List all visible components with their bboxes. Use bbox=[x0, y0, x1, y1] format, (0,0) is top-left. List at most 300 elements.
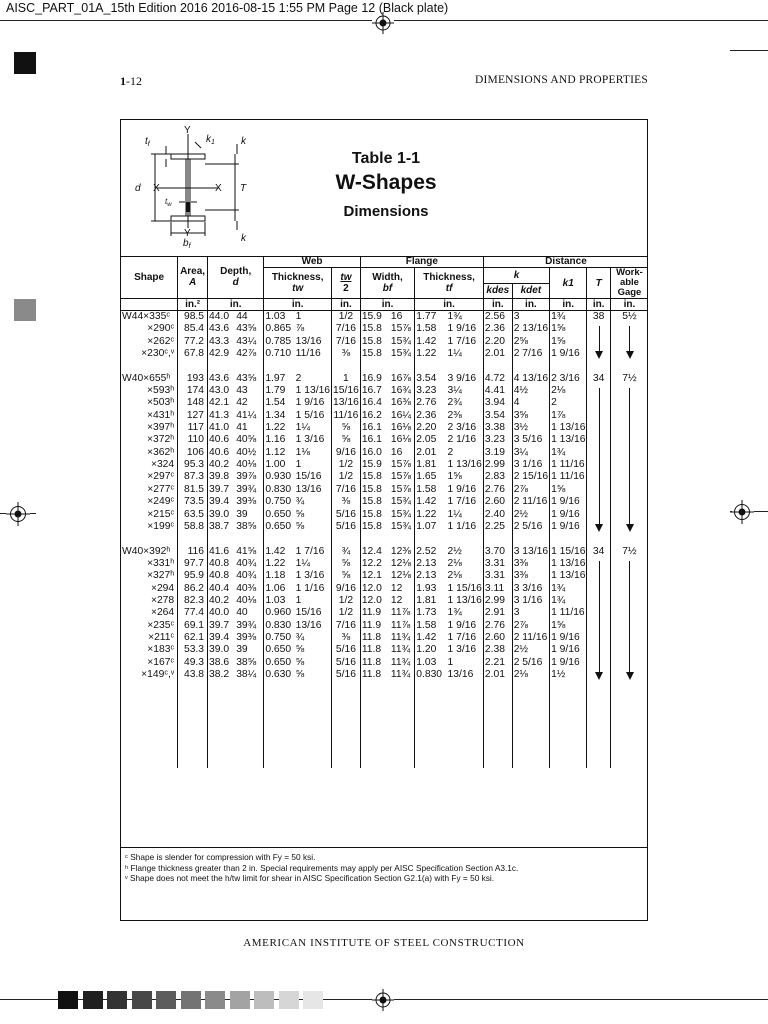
table-cell: 15.9 bbox=[360, 459, 390, 471]
table-cell: 2.01 bbox=[415, 447, 447, 459]
table-cell: 0.785 bbox=[264, 336, 295, 348]
table-cell: 1 9/16 bbox=[550, 521, 587, 533]
table-cell: 1.03 bbox=[264, 311, 295, 324]
table-cell: 1 9/16 bbox=[295, 397, 325, 409]
table-cell: 0.750 bbox=[264, 632, 295, 644]
table-cell: 40.0 bbox=[208, 607, 236, 619]
table-cell: 3 bbox=[512, 607, 549, 619]
table-cell: 15.8 bbox=[360, 323, 390, 335]
print-info: AISC_PART_01A_15th Edition 2016 2016-08-15 1:55 PM Page 12 (Black plate) bbox=[6, 1, 449, 15]
continuation-arrow-icon bbox=[629, 388, 630, 524]
table-cell: 1⅝ bbox=[550, 620, 587, 632]
table-row bbox=[121, 521, 648, 533]
table-cell: 15.8 bbox=[360, 521, 390, 533]
shape-designation: W44×335ᶜ bbox=[122, 311, 171, 322]
table-cell: 1.58 bbox=[415, 484, 447, 496]
col-area: Area, A bbox=[178, 256, 208, 299]
table-cell: 2⅞ bbox=[512, 484, 549, 496]
table-cell: 40½ bbox=[236, 446, 257, 458]
table-cell: 1¾ bbox=[447, 607, 462, 619]
table-cell: 16 bbox=[390, 446, 403, 458]
table-cell: 43.3 bbox=[208, 336, 236, 348]
page-number: 1-12 bbox=[120, 74, 142, 88]
shape-designation: ×215ᶜ bbox=[147, 508, 175, 520]
table-cell: 1⅝ bbox=[550, 336, 587, 348]
table-cell: 2½ bbox=[512, 644, 549, 656]
table-cell: 11¾ bbox=[390, 644, 411, 656]
table-row bbox=[121, 385, 648, 397]
table-cell: 1.42 bbox=[415, 336, 447, 348]
shape-designation: ×262ᶜ bbox=[147, 335, 175, 347]
table-cell: 85.4 bbox=[178, 323, 208, 335]
table-cell: 1.54 bbox=[264, 397, 295, 409]
table-cell: 1.58 bbox=[415, 620, 447, 632]
crop-line bbox=[394, 20, 768, 21]
table-cell: 3⅜ bbox=[512, 570, 549, 582]
continuation-arrow-icon bbox=[599, 326, 600, 351]
footnote-h: ʰ Flange thickness greater than 2 in. Special requirements may apply per AISC Specification Section A3.1c. bbox=[125, 862, 519, 873]
table-cell: 1 3/16 bbox=[447, 644, 477, 656]
table-cell: 2.01 bbox=[483, 348, 512, 360]
table-cell: 43.0 bbox=[208, 385, 236, 397]
table-cell: 2 bbox=[550, 397, 587, 409]
table-cell: 1 15/16 bbox=[551, 545, 586, 557]
table-cell: 39.7 bbox=[208, 620, 236, 632]
table-cell: 77.2 bbox=[178, 336, 208, 348]
col-flange: Flange bbox=[360, 256, 483, 268]
table-cell: 39⅜ bbox=[236, 496, 257, 508]
table-cell: 1 11/16 bbox=[550, 459, 587, 471]
table-cell: 16⅛ bbox=[390, 434, 411, 446]
table-cell: 15¾ bbox=[390, 348, 411, 360]
gray-swatch bbox=[156, 991, 176, 1009]
table-cell: 3 5/16 bbox=[512, 434, 549, 446]
table-row bbox=[121, 348, 648, 360]
table-cell: 11/16 bbox=[295, 348, 321, 360]
shape-designation: ×167ᶜ bbox=[147, 656, 175, 668]
table-cell: 34 bbox=[587, 373, 610, 385]
table-cell: 12.0 bbox=[360, 595, 390, 607]
table-cell: 1.79 bbox=[264, 385, 295, 397]
table-row bbox=[121, 669, 648, 681]
table-cell: 5/16 bbox=[332, 657, 361, 669]
table-cell: 12 bbox=[390, 594, 403, 606]
table-cell: 15.8 bbox=[360, 471, 390, 483]
table-cell: 1⅝ bbox=[550, 323, 587, 335]
shape-designation: ×431ʰ bbox=[147, 409, 175, 421]
col-k1: k1 bbox=[550, 268, 587, 299]
table-cell: 16.9 bbox=[360, 373, 390, 385]
table-cell: 4.41 bbox=[483, 385, 512, 397]
table-cell: ⅝ bbox=[295, 520, 305, 532]
table-cell: 2 1/16 bbox=[447, 434, 477, 446]
arrowhead-icon bbox=[626, 524, 634, 532]
svg-text:X: X bbox=[215, 183, 222, 194]
table-cell: 1 9/16 bbox=[550, 632, 587, 644]
table-cell: 1⅛ bbox=[295, 446, 310, 458]
table-cell: 11⅞ bbox=[390, 619, 411, 631]
table-cell: 1.58 bbox=[415, 323, 447, 335]
table-cell: 1.81 bbox=[415, 595, 447, 607]
table-cell: 43.6 bbox=[208, 373, 236, 385]
table-cell: 1 9/16 bbox=[550, 657, 587, 669]
table-cell: 40.2 bbox=[208, 459, 236, 471]
table-cell: 43¼ bbox=[236, 335, 257, 347]
table-cell: 2.99 bbox=[483, 459, 512, 471]
table-cell: 11¾ bbox=[390, 631, 411, 643]
shape-designation: ×362ʰ bbox=[147, 446, 175, 458]
gray-swatch bbox=[230, 991, 250, 1009]
table-cell: 15.9 bbox=[360, 311, 390, 324]
table-cell: 1 15/16 bbox=[447, 582, 482, 594]
table-cell: 82.3 bbox=[178, 595, 208, 607]
table-cell: 148 bbox=[178, 397, 208, 409]
table-cell: 34 bbox=[587, 546, 610, 558]
table-cell: 1 7/16 bbox=[295, 545, 325, 557]
table-cell: 16.7 bbox=[360, 385, 390, 397]
table-cell: 1.20 bbox=[415, 644, 447, 656]
table-subtitle: Dimensions bbox=[343, 203, 429, 220]
table-row bbox=[121, 583, 648, 595]
table-cell: 41.3 bbox=[208, 410, 236, 422]
table-label: Table 1-1 bbox=[351, 150, 421, 167]
table-cell: 40¾ bbox=[236, 557, 257, 569]
table-cell: 98.5 bbox=[178, 311, 208, 324]
gray-swatch bbox=[107, 991, 127, 1009]
table-cell: 0.650 bbox=[264, 521, 295, 533]
table-cell: 1¼ bbox=[447, 348, 462, 360]
shape-designation: ×397ʰ bbox=[147, 422, 175, 434]
footnote-v: ᵛ Shape does not meet the h/tw limit for shear in AISC Specification Section G2.1(a) with Fy = 50 ksi. bbox=[125, 873, 495, 883]
shape-designation: ×324 bbox=[150, 459, 175, 471]
table-cell: 1.97 bbox=[264, 373, 295, 385]
table-cell: 1.81 bbox=[415, 459, 447, 471]
table-cell: 12⅛ bbox=[390, 557, 411, 569]
table-cell: 1⅞ bbox=[550, 410, 587, 422]
table-cell: 44.0 bbox=[208, 311, 236, 324]
table-cell: 40.4 bbox=[208, 583, 236, 595]
table-cell: 1 13/16 bbox=[551, 557, 586, 569]
table-cell: 1.65 bbox=[415, 471, 447, 483]
table-cell: 1¾ bbox=[550, 595, 587, 607]
table-cell: 1 7/16 bbox=[447, 335, 477, 347]
table-cell: 63.5 bbox=[178, 509, 208, 521]
filler-row bbox=[121, 718, 648, 730]
table-cell: 3⅜ bbox=[512, 558, 549, 570]
table-cell: 106 bbox=[178, 447, 208, 459]
table-cell: 1 5/16 bbox=[295, 409, 325, 421]
table-cell: 38.2 bbox=[208, 669, 236, 681]
table-cell: 2 15/16 bbox=[513, 471, 549, 483]
table-cell: 1¼ bbox=[447, 508, 462, 520]
table-cell: 2.76 bbox=[483, 620, 512, 632]
table-row bbox=[121, 607, 648, 619]
registration-mark-icon bbox=[730, 500, 754, 524]
shape-designation: ×235ᶜ bbox=[147, 619, 175, 631]
table-cell: 16.1 bbox=[360, 434, 390, 446]
crop-line bbox=[394, 999, 768, 1000]
continuation-arrow-icon bbox=[599, 388, 600, 524]
table-cell: 3.54 bbox=[415, 373, 447, 385]
table-cell: 1.22 bbox=[264, 558, 295, 570]
table-cell: 1 9/16 bbox=[550, 644, 587, 656]
table-cell: 39 bbox=[236, 508, 248, 520]
table-cell: 2.83 bbox=[483, 471, 512, 483]
crop-line bbox=[730, 511, 732, 512]
table-cell: 15¾ bbox=[390, 496, 411, 508]
table-cell: 1.18 bbox=[264, 570, 295, 582]
table-row bbox=[121, 336, 648, 348]
table-cell: 1 1/16 bbox=[295, 582, 325, 594]
table-cell: 39.8 bbox=[208, 471, 236, 483]
table-cell: 16¾ bbox=[390, 385, 411, 397]
table-cell: 7/16 bbox=[332, 484, 361, 496]
table-cell: 42 bbox=[236, 397, 248, 409]
shape-designation: ×331ʰ bbox=[147, 557, 175, 569]
crop-line bbox=[730, 50, 768, 51]
table-cell: 0.830 bbox=[415, 669, 447, 681]
col-kdes: kdes bbox=[483, 283, 512, 299]
table-cell: 38.7 bbox=[208, 521, 236, 533]
table-cell: 1/2 bbox=[332, 471, 361, 483]
table-cell: 39⅞ bbox=[236, 471, 257, 483]
table-cell: 5/16 bbox=[332, 521, 361, 533]
table-cell: 81.5 bbox=[178, 484, 208, 496]
table-cell: 117 bbox=[178, 422, 208, 434]
table-cell: 12⅛ bbox=[390, 570, 411, 582]
table-cell: 1 11/16 bbox=[550, 471, 587, 483]
shape-designation: ×277ᶜ bbox=[147, 483, 175, 495]
shape-designation: ×372ʰ bbox=[147, 434, 175, 446]
shape-designation: ×503ʰ bbox=[147, 397, 175, 409]
table-row bbox=[121, 459, 648, 471]
table-cell: 0.960 bbox=[264, 607, 295, 619]
table-cell: 40.8 bbox=[208, 558, 236, 570]
table-cell: 1 bbox=[295, 311, 302, 322]
table-cell: 15⅞ bbox=[390, 483, 411, 495]
table-cell: 16.2 bbox=[360, 410, 390, 422]
table-cell: 16.1 bbox=[360, 422, 390, 434]
shape-designation: ×199ᶜ bbox=[147, 520, 175, 532]
registration-mark-icon bbox=[372, 989, 394, 1011]
table-cell: 40⅛ bbox=[236, 594, 257, 606]
table-cell: 49.3 bbox=[178, 657, 208, 669]
col-flange-thickness: Thickness, tf bbox=[415, 268, 484, 299]
gray-swatch bbox=[279, 991, 299, 1009]
table-cell: ⅝ bbox=[332, 570, 361, 582]
table-cell: 3¼ bbox=[512, 447, 549, 459]
table-cell: 77.4 bbox=[178, 607, 208, 619]
table-cell: 1¼ bbox=[295, 557, 310, 569]
table-cell: 1.42 bbox=[264, 546, 295, 558]
table-cell: 2.52 bbox=[415, 546, 447, 558]
table-cell: 1 13/16 bbox=[551, 570, 586, 582]
filler-row bbox=[121, 706, 648, 718]
table-cell: 2⅜ bbox=[447, 409, 462, 421]
table-cell: 1 9/16 bbox=[550, 348, 587, 360]
table-cell: 40⅝ bbox=[236, 434, 257, 446]
table-cell: 2.60 bbox=[483, 632, 512, 644]
table-row bbox=[121, 410, 648, 422]
table-cell: 1 3/16 bbox=[295, 434, 325, 446]
table-cell: 2⅛ bbox=[447, 570, 462, 582]
svg-text:tw: $t_w$ bbox=[165, 197, 172, 208]
table-cell: 43.8 bbox=[178, 669, 208, 681]
table-cell: 13/16 bbox=[333, 397, 359, 409]
table-cell: 42.1 bbox=[208, 397, 236, 409]
table-cell: 15.8 bbox=[360, 484, 390, 496]
table-cell: 0.630 bbox=[264, 669, 295, 681]
table-row bbox=[121, 570, 648, 582]
table-cell: ⅝ bbox=[332, 434, 361, 446]
table-cell: 12 bbox=[390, 582, 403, 594]
table-row bbox=[121, 595, 648, 607]
table-cell: 2.13 bbox=[415, 570, 447, 582]
table-cell: 0.830 bbox=[264, 484, 295, 496]
table-cell: 3 3/16 bbox=[512, 583, 549, 595]
table-cell: 2.76 bbox=[415, 397, 447, 409]
table-cell: 12.1 bbox=[360, 570, 390, 582]
table-cell: 38.6 bbox=[208, 657, 236, 669]
table-cell: 39 bbox=[236, 644, 248, 656]
table-cell: 3.54 bbox=[483, 410, 512, 422]
table-cell: 40 bbox=[236, 607, 248, 619]
table-cell: 38 bbox=[587, 311, 610, 324]
table-cell: 1 9/16 bbox=[447, 323, 477, 335]
table-cell: 15⅞ bbox=[390, 459, 411, 471]
table-row bbox=[121, 546, 648, 558]
table-row bbox=[121, 422, 648, 434]
svg-text:k1: $k_1$ bbox=[206, 134, 215, 146]
table-cell: 86.2 bbox=[178, 583, 208, 595]
col-web-thickness: Thickness, tw bbox=[264, 268, 332, 299]
table-cell: 15¾ bbox=[390, 508, 411, 520]
table-cell: 3.38 bbox=[483, 422, 512, 434]
table-cell: 1/2 bbox=[332, 459, 361, 471]
table-cell: 1.22 bbox=[415, 348, 447, 360]
col-tw-half: tw 2 bbox=[332, 268, 361, 299]
gray-swatch bbox=[132, 991, 152, 1009]
table-cell: 3.11 bbox=[483, 583, 512, 595]
shape-designation: ×264 bbox=[150, 607, 175, 619]
table-cell: 1 bbox=[295, 594, 302, 606]
table-cell: 13/16 bbox=[295, 483, 322, 495]
table-cell: 41¼ bbox=[236, 409, 257, 421]
table-cell: 2.56 bbox=[483, 311, 512, 324]
table-cell: 15/16 bbox=[295, 607, 322, 619]
shape-designation: ×593ʰ bbox=[147, 385, 175, 397]
table-cell: 2¾ bbox=[447, 397, 462, 409]
shape-designation: ×278 bbox=[150, 594, 175, 606]
table-cell: ¾ bbox=[332, 546, 361, 558]
gray-swatch bbox=[181, 991, 201, 1009]
continuation-arrow-icon bbox=[629, 561, 630, 672]
table-cell: 1.77 bbox=[415, 311, 447, 324]
table-cell: 116 bbox=[178, 546, 208, 558]
table-cell: 1 bbox=[447, 656, 454, 668]
table-cell: 1 13/16 bbox=[447, 594, 482, 606]
table-cell: 11.8 bbox=[360, 669, 390, 681]
table-cell: 2.21 bbox=[483, 657, 512, 669]
table-cell: 39¾ bbox=[236, 619, 257, 631]
table-cell: 15.8 bbox=[360, 509, 390, 521]
table-cell: 3.23 bbox=[415, 385, 447, 397]
table-cell: 2 3/16 bbox=[447, 422, 477, 434]
shape-designation: W40×392ʰ bbox=[122, 545, 171, 557]
table-cell: 3.23 bbox=[483, 434, 512, 446]
table-cell: 2 7/16 bbox=[512, 348, 549, 360]
table-cell: 2 bbox=[295, 372, 302, 384]
table-cell: ⅞ bbox=[295, 323, 305, 335]
table-cell: 1.73 bbox=[415, 607, 447, 619]
table-cell: 1.16 bbox=[264, 434, 295, 446]
table-cell: 15/16 bbox=[295, 471, 322, 483]
table-cell: ⅝ bbox=[295, 508, 305, 520]
table-cell: ⅜ bbox=[332, 632, 361, 644]
table-cell: 15⅞ bbox=[390, 323, 411, 335]
table-cell: 2½ bbox=[512, 509, 549, 521]
table-row bbox=[121, 644, 648, 656]
table-cell: 2.13 bbox=[415, 558, 447, 570]
table-cell: 1.93 bbox=[415, 583, 447, 595]
shape-designation: ×294 bbox=[150, 582, 175, 594]
table-cell: 1.42 bbox=[415, 496, 447, 508]
table-cell: 1 3/16 bbox=[295, 570, 325, 582]
table-cell: 95.3 bbox=[178, 459, 208, 471]
gray-swatch bbox=[205, 991, 225, 1009]
table-cell: 42⅞ bbox=[236, 348, 257, 360]
filler-row bbox=[121, 755, 648, 767]
table-cell: 1.00 bbox=[264, 459, 295, 471]
table-row bbox=[121, 496, 648, 508]
shape-designation: ×211ᶜ bbox=[148, 631, 175, 643]
table-cell: 2 3/16 bbox=[550, 373, 587, 385]
table-cell: 1 9/16 bbox=[550, 509, 587, 521]
w-shape-diagram bbox=[135, 124, 255, 252]
svg-text:k: k bbox=[241, 233, 246, 244]
group-spacer bbox=[121, 681, 648, 693]
table-cell: 0.650 bbox=[264, 644, 295, 656]
table-cell: 39⅜ bbox=[236, 631, 257, 643]
table-cell: 2½ bbox=[447, 545, 462, 557]
table-cell: 2⅛ bbox=[550, 385, 587, 397]
table-row bbox=[121, 471, 648, 483]
shape-designation: ×230ᶜ,ᵛ bbox=[141, 348, 175, 360]
table-cell: 15.8 bbox=[360, 336, 390, 348]
table-cell: 15.8 bbox=[360, 348, 390, 360]
footnotes bbox=[121, 847, 648, 884]
table-row bbox=[121, 558, 648, 570]
table-cell: 40¾ bbox=[236, 570, 257, 582]
table-cell: 15.8 bbox=[360, 496, 390, 508]
table-cell: 2⅛ bbox=[447, 557, 462, 569]
table-cell: 2.20 bbox=[415, 422, 447, 434]
table-cell: 0.650 bbox=[264, 657, 295, 669]
arrowhead-icon bbox=[595, 672, 603, 680]
table-cell: ⅝ bbox=[295, 668, 305, 680]
thumb-tab-black bbox=[14, 52, 36, 74]
table-cell: 110 bbox=[178, 434, 208, 446]
table-cell: ⅜ bbox=[332, 496, 361, 508]
arrowhead-icon bbox=[595, 351, 603, 359]
footnote-c: ᶜ Shape is slender for compression with Fy = 50 ksi. bbox=[125, 852, 316, 862]
table-cell: 0.710 bbox=[264, 348, 295, 360]
table-frame bbox=[120, 119, 648, 921]
table-cell: 15/16 bbox=[333, 385, 359, 397]
table-cell: 67.8 bbox=[178, 348, 208, 360]
table-cell: 2.05 bbox=[415, 434, 447, 446]
table-cell: 11¾ bbox=[390, 656, 411, 668]
